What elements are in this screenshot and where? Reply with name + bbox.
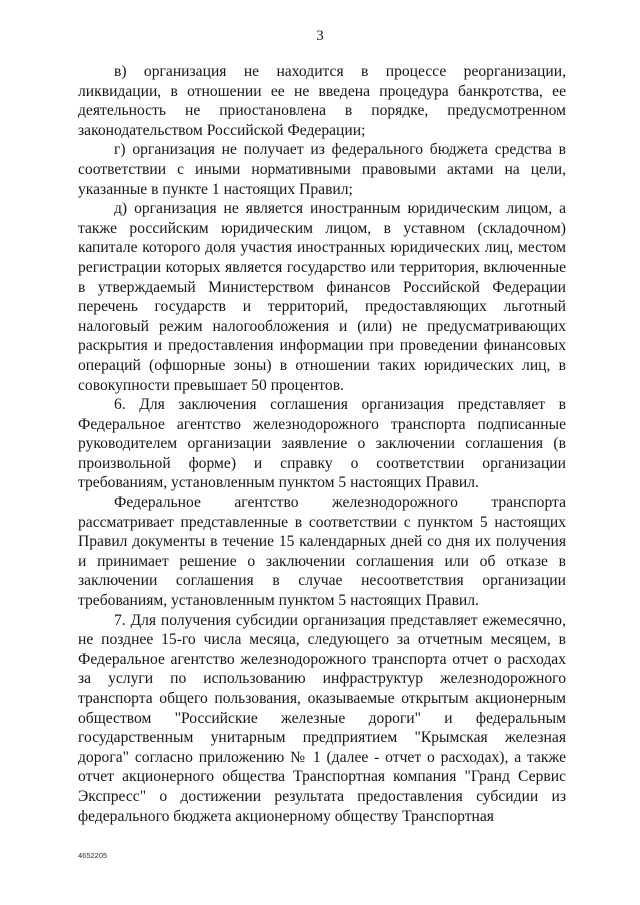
paragraph-item-6-review: Федеральное агентство железнодорожного транспорта рассматривает представленные в соответствии с пунктом 5 настоящих Правил документы в течение 15 календарных дней со дня их получения и принимает решение о заключении соглашения или об отказе в заключении соглашения в случае несоответствия организации требованиям, установленным пунктом 5 настоящих Правил. [78, 494, 566, 610]
paragraph-item-7: 7. Для получения субсидии организация представляет ежемесячно, не позднее 15-го числа месяца, следующего за отчетным месяцем, в Федеральное агентство железнодорожного транспорта отчет о расходах за услуги по использованию инфраструктур железнодорожного транспорта общего пользования, оказываемые открытым акционерным обществом "Российские железные дороги" и федеральным государственным унитарным предприятием "Крымская железная дорога" согласно приложению № 1 (далее - отчет о расходах), а также отчет акционерного общества Транспортная компания "Гранд Сервис Экспресс" о достижении результата предоставления субсидии из федерального бюджета акционерному обществу Транспортная [78, 611, 566, 825]
document-code: 4652205 [78, 851, 108, 860]
paragraph-condition-g: г) организация не получает из федерального бюджета средства в соответствии с иными нормативными правовыми актами на цели, указанные в пункте 1 настоящих Правил; [78, 141, 566, 198]
paragraph-condition-d: д) организация не является иностранным юридическим лицом, а также российским юридическим лицом, в уставном (складочном) капитале которого доля участия иностранных юридических лиц, местом регистрации которых является государство или территория, включенные в утверждаемый Министерством финансов Российской Федерации перечень государств и территорий, предоставляющих льготный налоговый режим налогообложения и (или) не предусматривающих раскрытия и предоставления информации при проведении финансовых операций (офшорные зоны) в отношении таких юридических лиц, в совокупности превышает 50 процентов. [78, 200, 566, 394]
document-body [78, 62, 566, 826]
paragraph-condition-v: в) организация не находится в процессе реорганизации, ликвидации, в отношении ее не введена процедура банкротства, ее деятельность не приостановлена в порядке, предусмотренном законодательством Российской Федерации; [78, 63, 566, 139]
paragraph-item-6: 6. Для заключения соглашения организация представляет в Федеральное агентство железнодорожного транспорта подписанные руководителем организации заявление о заключении соглашения (в произвольной форме) и справку о соответствии организации требованиям, установленным пунктом 5 настоящих Правил. [78, 396, 566, 492]
page-number: 3 [316, 28, 324, 44]
